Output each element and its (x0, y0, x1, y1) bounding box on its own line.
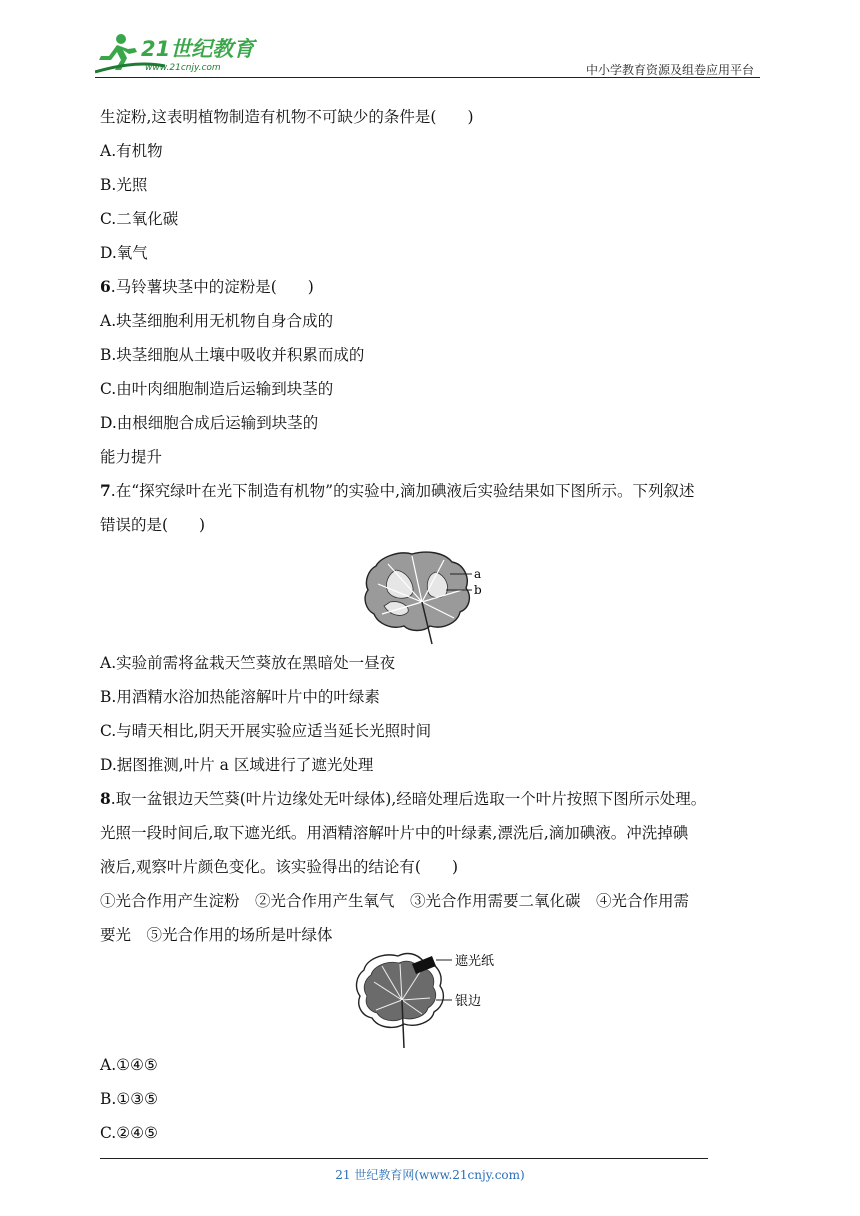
q8-stem (100, 782, 765, 816)
leaf-diagram-2 (100, 952, 765, 1048)
q5-stem-cont: 生淀粉,这表明植物制造有机物不可缺少的条件是( ) (100, 108, 474, 126)
leaf-figure-2 (100, 952, 765, 1048)
logo-url: www.21cnjy.com (145, 63, 221, 73)
label-a: a (474, 567, 482, 581)
q5-option-a: A.有机物 (100, 142, 163, 160)
q8-option-a: A.①④⑤ (100, 1056, 158, 1074)
q7-number: 7 (100, 481, 111, 500)
q7-option-c: C.与晴天相比,阴天开展实验应适当延长光照时间 (100, 722, 432, 740)
q7-stem-cont: 错误的是( ) (100, 516, 206, 534)
header-slogan: 中小学教育资源及组卷应用平台 (585, 63, 754, 77)
label-cover-paper: 遮光纸 (455, 954, 495, 969)
q7-option-b: B.用酒精水浴加热能溶解叶片中的叶绿素 (100, 688, 380, 706)
q7-option-a: A.实验前需将盆栽天竺葵放在黑暗处一昼夜 (100, 654, 396, 672)
footer-divider (100, 1158, 708, 1159)
q8-text: .取一盆银边天竺葵(叶片边缘处无叶绿体),经暗处理后选取一个叶片按照下图所示处理。 (110, 790, 707, 808)
q6-option-d: D.由根细胞合成后运输到块茎的 (100, 414, 319, 432)
site-logo (95, 30, 265, 76)
q6-text: .马铃薯块茎中的淀粉是( ) (110, 278, 314, 296)
q8-stem-line3: 液后,观察叶片颜色变化。该实验得出的结论有( ) (100, 858, 459, 876)
leaf-diagram-1 (100, 542, 765, 646)
header-divider (95, 77, 760, 78)
q8-stem-line2: 光照一段时间后,取下遮光纸。用酒精溶解叶片中的叶绿素,漂洗后,滴加碘液。冲洗掉碘 (100, 824, 689, 842)
leaf-figure-1 (100, 542, 765, 646)
q7-option-d: D.据图推测,叶片 a 区域进行了遮光处理 (100, 756, 374, 774)
q8-option-b: B.①③⑤ (100, 1090, 159, 1108)
label-b: b (474, 583, 482, 597)
q6-option-c: C.由叶肉细胞制造后运输到块茎的 (100, 380, 334, 398)
q8-statements-line2: 要光 ⑤光合作用的场所是叶绿体 (100, 926, 333, 944)
label-silver-edge: 银边 (455, 994, 482, 1009)
q5-option-b: B.光照 (100, 176, 148, 194)
q6-stem (100, 270, 765, 304)
q8-number: 8 (100, 789, 111, 808)
footer-text: 21 世纪教育网(www.21cnjy.com) (335, 1168, 525, 1182)
q8-option-c: C.②④⑤ (100, 1124, 158, 1142)
q6-option-a: A.块茎细胞利用无机物自身合成的 (100, 312, 334, 330)
question-content (100, 100, 765, 1150)
page-header (95, 30, 760, 78)
q7-text: .在“探究绿叶在光下制造有机物”的实验中,滴加碘液后实验结果如下图所示。下列叙述 (110, 482, 695, 500)
q8-statements-line1: ①光合作用产生淀粉 ②光合作用产生氧气 ③光合作用需要二氧化碳 ④光合作用需 (100, 892, 690, 910)
q6-option-b: B.块茎细胞从土壤中吸收并积累而成的 (100, 346, 365, 364)
q5-option-d: D.氧气 (100, 244, 148, 262)
q6-number: 6 (100, 277, 111, 296)
q7-stem (100, 474, 765, 508)
logo-text: 21世纪教育 (141, 37, 255, 61)
q5-option-c: C.二氧化碳 (100, 210, 179, 228)
section-title: 能力提升 (100, 448, 163, 466)
